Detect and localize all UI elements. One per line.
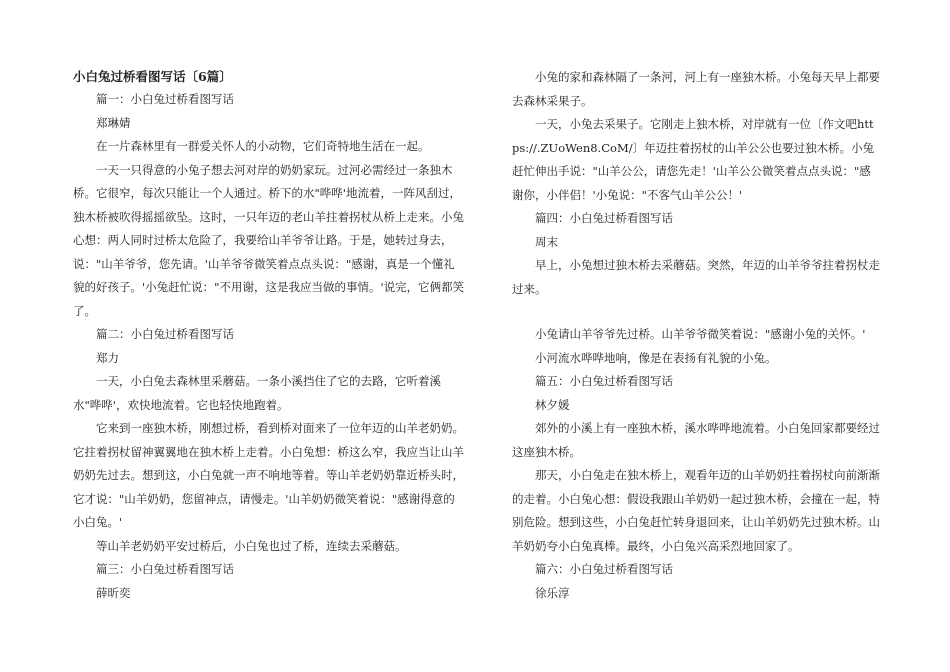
author-name-5: 林夕媛: [535, 397, 570, 412]
author-name-6: 徐乐淳: [535, 585, 570, 600]
author-name-3: 薛昕奕: [96, 585, 131, 600]
section-heading-6: 篇六：小白兔过桥看图写话: [535, 562, 673, 576]
paragraph: 郊外的小溪上有一座独木桥，溪水哗哗地流着。小白兔回家都要经过这座独木桥。: [512, 421, 880, 459]
paragraph: 小兔的家和森林隔了一条河，河上有一座独木桥。小兔每天早上都要去森林采果子。: [512, 70, 880, 108]
paragraph: 那天，小白兔走在独木桥上，观看年迈的山羊奶奶拄着拐杖向前渐渐的走着。小白兔心想：假设我跟山羊奶奶一起过独木桥，会撞在一起，特别危险。想到这些，小白兔赶忙转身退回来，让山羊奶奶先过独木桥。山羊奶奶夸小白兔真棒。最终，小白兔兴高采烈地回家了。: [512, 468, 880, 553]
author-name-4: 周末: [535, 234, 558, 249]
paragraph: 它来到一座独木桥，刚想过桥，看到桥对面来了一位年迈的山羊老奶奶。它拄着拐杖留神翼翼地在独木桥上走着。小白兔想：桥这么窄，我应当让山羊奶奶先过去。想到这，小白兔就一声不响地等着。等山羊老奶奶靠近桥头时，它才说："山羊奶奶，您留神点，请慢走。'山羊奶奶微笑着说："感谢得意的小白兔。': [73, 421, 464, 529]
section-heading-1: 篇一：小白兔过桥看图写话: [96, 92, 234, 106]
right-column: [512, 66, 880, 605]
paragraph: 早上，小兔想过独木桥去采蘑菇。突然，年迈的山羊爷爷拄着拐杖走过来。: [512, 258, 880, 296]
paragraph: 在一片森林里有一群爱关怀人的小动物，它们奇特地生活在一起。: [96, 139, 430, 153]
section-heading-2: 篇二：小白兔过桥看图写话: [96, 327, 234, 341]
paragraph: 小河流水哗哗地响，像是在表扬有礼貌的小兔。: [535, 350, 777, 365]
section-heading-5: 篇五：小白兔过桥看图写话: [535, 374, 673, 388]
paragraph: 等山羊老奶奶平安过桥后，小白兔也过了桥，连续去采蘑菇。: [96, 538, 407, 553]
paragraph: 一天一只得意的小兔子想去河对岸的奶奶家玩。过河必需经过一条独木桥。它很窄，每次只能让一个人通过。桥下的水"哗哗'地流着，一阵风刮过，独木桥被吹得摇摇欲坠。这时，一只年迈的老山羊拄着拐杖从桥上走来。小兔心想：两人同时过桥太危险了，我要给山羊爷爷让路。于是，她转过身去，说："山羊爷爷，您先请。'山羊爷爷微笑着点点头说："感谢，真是一个懂礼貌的好孩子。'小兔赶忙说："不用谢，这是我应当做的事情。'说完，它俩都笑了。: [73, 162, 465, 318]
document-title: 小白兔过桥看图写话〔6篇〕: [73, 69, 232, 84]
left-column: [73, 66, 465, 605]
section-heading-4: 篇四：小白兔过桥看图写话: [535, 211, 673, 225]
paragraph: 一天，小白兔去森林里采蘑菇。一条小溪挡住了它的去路，它听着溪水"哗哗'，欢快地流着。它也轻快地跑着。: [73, 374, 441, 412]
author-name-2: 郑力: [96, 350, 119, 365]
section-heading-3: 篇三：小白兔过桥看图写话: [96, 562, 234, 576]
blank-line: [512, 301, 880, 323]
paragraph: 一天，小兔去采果子。它刚走上独木桥，对岸就有一位〔作文吧https://.ZUoWen8.CoM/〕年迈拄着拐杖的山羊公公也要过独木桥。小兔赶忙伸出手说："山羊公公，请您先走！'山羊公公微笑着点点头说："感谢你，小伴侣！'小兔说："不客气山羊公公！': [512, 117, 875, 202]
author-name-1: 郑琳婧: [96, 115, 131, 130]
paragraph: 小兔请山羊爷爷先过桥。山羊爷爷微笑着说："感谢小兔的关怀。': [535, 327, 866, 341]
